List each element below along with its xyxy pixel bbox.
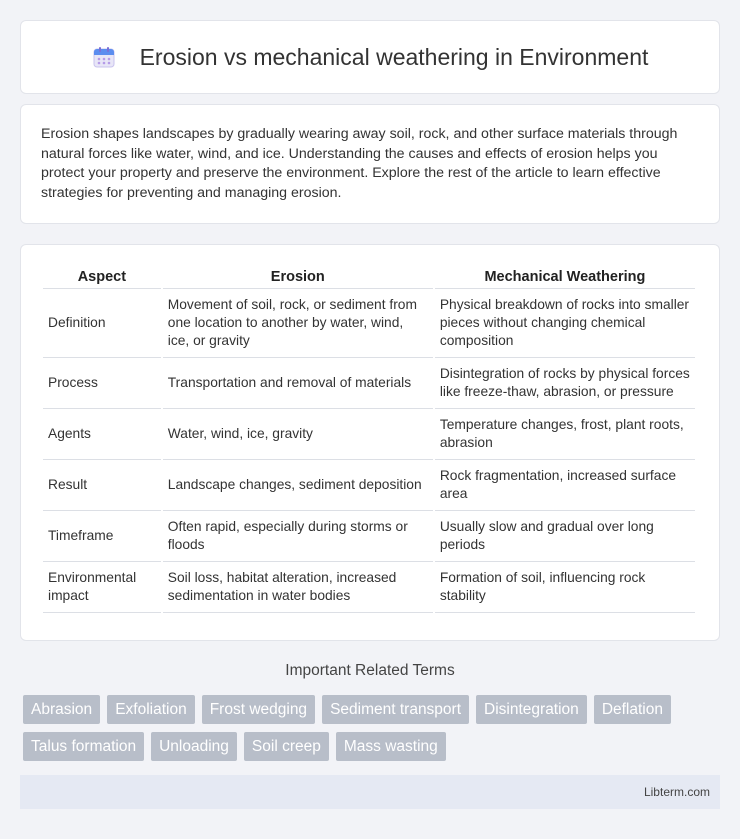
- related-terms-list: [23, 695, 723, 761]
- column-header: Mechanical Weathering: [435, 265, 695, 289]
- table-cell: Definition: [43, 289, 161, 358]
- table-cell: Process: [43, 358, 161, 409]
- table-row: [43, 460, 695, 511]
- related-term-tag[interactable]: Disintegration: [476, 695, 587, 724]
- calendar-icon: [92, 45, 116, 69]
- table-cell: Environmental impact: [43, 562, 161, 613]
- table-cell: Agents: [43, 409, 161, 460]
- comparison-card: [20, 244, 720, 641]
- related-term-tag[interactable]: Exfoliation: [107, 695, 195, 724]
- page-title: Erosion vs mechanical weathering in Environment: [139, 43, 649, 70]
- related-term-tag[interactable]: Talus formation: [23, 732, 144, 761]
- footer-site-link[interactable]: Libterm.com: [643, 785, 710, 799]
- related-terms-title: Important Related Terms: [285, 662, 455, 679]
- footer: [20, 775, 720, 809]
- table-cell: Physical breakdown of rocks into smaller pieces without changing chemical composition: [435, 289, 695, 358]
- related-term-tag[interactable]: Mass wasting: [336, 732, 446, 761]
- column-header: Aspect: [43, 265, 161, 289]
- intro-text: Erosion shapes landscapes by gradually wearing away soil, rock, and other surface materials through natural forces like water, wind, and ice. Understanding the causes and effects of erosion helps you protect your property and preserve the environment. Explore the rest of the article to learn effective strategies for preventing and managing erosion.: [41, 126, 678, 201]
- table-cell: Disintegration of rocks by physical forces like freeze-thaw, abrasion, or pressure: [435, 358, 695, 409]
- table-cell: Rock fragmentation, increased surface area: [435, 460, 695, 511]
- table-cell: Formation of soil, influencing rock stability: [435, 562, 695, 613]
- column-header: Erosion: [163, 265, 433, 289]
- table-cell: Timeframe: [43, 511, 161, 562]
- related-term-tag[interactable]: Soil creep: [244, 732, 329, 761]
- related-term-tag[interactable]: Frost wedging: [202, 695, 315, 724]
- table-cell: Usually slow and gradual over long periods: [435, 511, 695, 562]
- page-header: [20, 20, 720, 94]
- table-cell: Soil loss, habitat alteration, increased sedimentation in water bodies: [163, 562, 433, 613]
- table-row: [43, 289, 695, 358]
- intro-card: [20, 104, 720, 224]
- table-header-row: [43, 265, 695, 289]
- related-term-tag[interactable]: Unloading: [151, 732, 237, 761]
- related-term-tag[interactable]: Sediment transport: [322, 695, 469, 724]
- table-cell: Transportation and removal of materials: [163, 358, 433, 409]
- table-cell: Movement of soil, rock, or sediment from one location to another by water, wind, ice, or gravity: [163, 289, 433, 358]
- table-cell: Water, wind, ice, gravity: [163, 409, 433, 460]
- table-row: [43, 358, 695, 409]
- table-cell: Temperature changes, frost, plant roots, abrasion: [435, 409, 695, 460]
- table-cell: Landscape changes, sediment deposition: [163, 460, 433, 511]
- related-term-tag[interactable]: Abrasion: [23, 695, 100, 724]
- table-cell: Often rapid, especially during storms or floods: [163, 511, 433, 562]
- table-row: [43, 511, 695, 562]
- comparison-table: [41, 265, 697, 613]
- related-term-tag[interactable]: Deflation: [594, 695, 671, 724]
- table-cell: Result: [43, 460, 161, 511]
- table-row: [43, 562, 695, 613]
- table-row: [43, 409, 695, 460]
